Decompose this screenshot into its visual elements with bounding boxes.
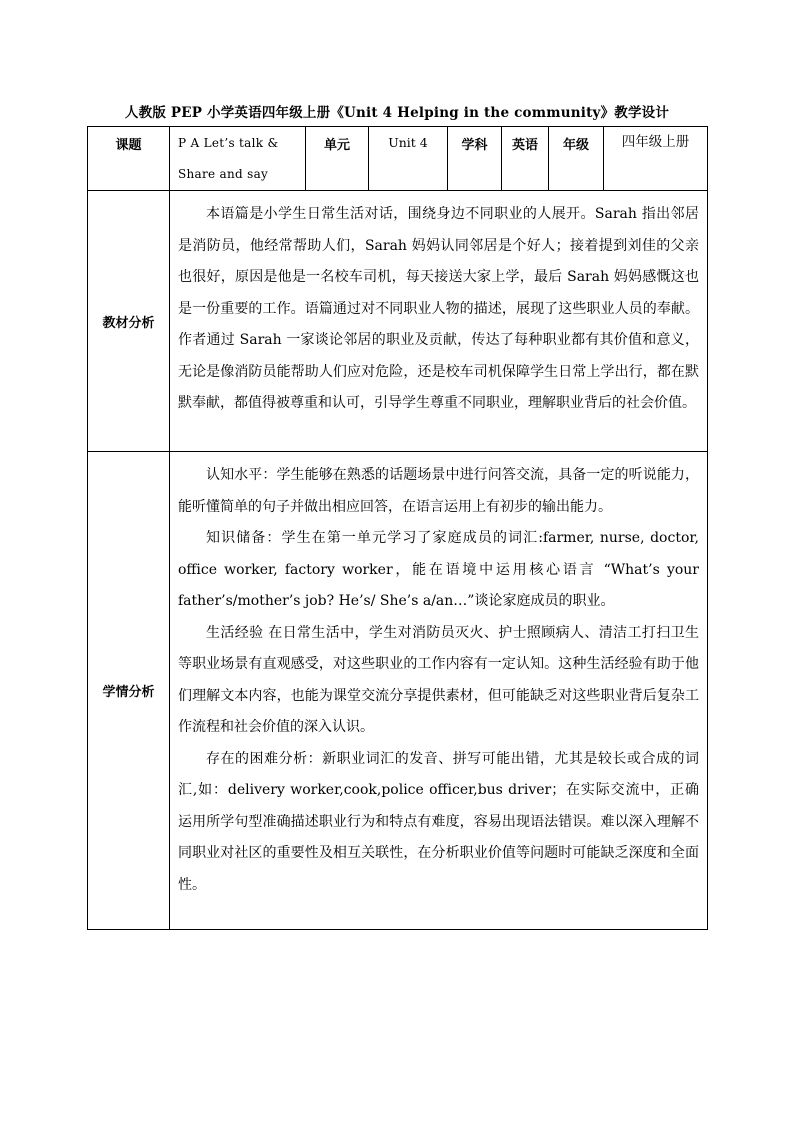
knowledge-reserve-paragraph: 知识储备：学生在第一单元学习了家庭成员的词汇:farmer, nurse, doctor, office worker, factory worker，能在语境中运用核心语言 “What’s your father’s/mother’s job? He’s/ She’s a/an…”谈论家庭成员的职业。 xyxy=(178,530,699,609)
learner-analysis-content xyxy=(170,452,708,930)
unit-value: Unit 4 xyxy=(369,127,448,191)
unit-label: 单元 xyxy=(306,127,369,191)
lesson-value-line2: Share and say xyxy=(178,167,269,181)
header-row xyxy=(88,127,708,191)
grade-value: 四年级上册 xyxy=(604,127,708,191)
grade-label: 年级 xyxy=(549,127,604,191)
subject-label: 学科 xyxy=(448,127,502,191)
material-analysis-row xyxy=(88,191,708,452)
document-title: 人教版 PEP 小学英语四年级上册《Unit 4 Helping in the community》教学设计 xyxy=(124,105,670,121)
material-analysis-content xyxy=(170,191,708,452)
cognitive-level-paragraph: 认知水平：学生能够在熟悉的话题场景中进行问答交流，具备一定的听说能力，能听懂简单的句子并做出相应回答，在语言运用上有初步的输出能力。 xyxy=(178,467,699,515)
subject-value: 英语 xyxy=(502,127,549,191)
difficulty-analysis-paragraph: 存在的困难分析：新职业词汇的发音、拼写可能出错，尤其是较长或合成的词汇,如：delivery worker,cook,police officer,bus driver；在实际交流中，正确运用所学句型准确描述职业行为和特点有难度，容易出现语法错误。难以深入理解不同职业对社区的重要性及相互关联性，在分析职业价值等问题时可能缺乏深度和全面性。 xyxy=(178,750,699,893)
learner-analysis-row xyxy=(88,452,708,930)
lesson-label: 课题 xyxy=(88,127,170,191)
lesson-value-line1: P A Let’s talk & xyxy=(178,136,279,150)
material-analysis-label: 教材分析 xyxy=(88,191,170,452)
lesson-value xyxy=(170,127,306,191)
lesson-plan-table xyxy=(87,126,708,930)
material-analysis-paragraph: 本语篇是小学生日常生活对话，围绕身边不同职业的人展开。Sarah 指出邻居是消防员，他经常帮助人们，Sarah 妈妈认同邻居是个好人；接着提到刘佳的父亲也很好，原因是他是一名校车司机，每天接送大家上学，最后 Sarah 妈妈感慨这也是一份重要的工作。语篇通过对不同职业人物的描述，展现了这些职业人员的奉献。作者通过 Sarah 一家谈论邻居的职业及贡献，传达了每种职业都有其价值和意义，无论是像消防员能帮助人们应对危险，还是校车司机保障学生日常上学出行，都在默默奉献，都值得被尊重和认可，引导学生尊重不同职业，理解职业背后的社会价值。 xyxy=(178,206,699,411)
learner-analysis-label: 学情分析 xyxy=(88,452,170,930)
life-experience-paragraph: 生活经验 在日常生活中，学生对消防员灭火、护士照顾病人、清洁工打扫卫生等职业场景有直观感受，对这些职业的工作内容有一定认知。这种生活经验有助于他们理解文本内容，也能为课堂交流分享提供素材，但可能缺乏对这些职业背后复杂工作流程和社会价值的深入认识。 xyxy=(178,624,699,735)
